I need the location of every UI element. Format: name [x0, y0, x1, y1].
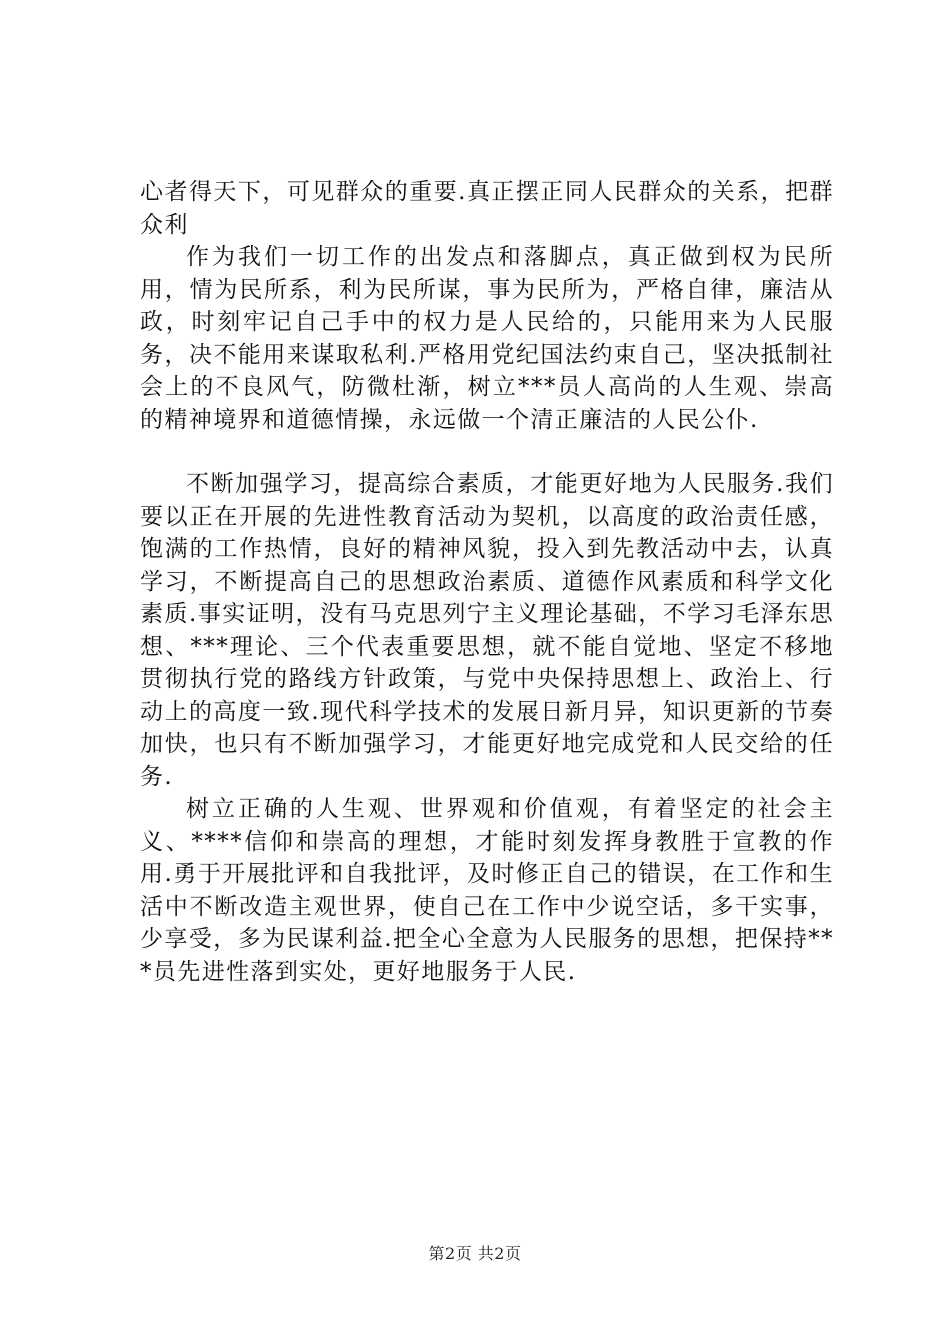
paragraph-worldview: 树立正确的人生观、世界观和价值观，有着坚定的社会主义、****信仰和崇高的理想，才能时刻发挥身教胜于宣教的作用.勇于开展批评和自我批评，及时修正自己的错误，在工作和生活中不断改造主观世界，使自己在工作中少说空话，多干实事，少享受，多为民谋利益.把全心全意为人民服务的思想，把保持***员先进性落到实处，更好地服务于人民. — [140, 796, 834, 985]
document-body — [140, 176, 834, 988]
paragraph-continued: 心者得天下，可见群众的重要.真正摆正同人民群众的关系，把群众利 — [140, 179, 834, 238]
page-number-footer: 第2页 共2页 — [428, 1244, 522, 1263]
paragraph-study: 不断加强学习，提高综合素质，才能更好地为人民服务.我们要以正在开展的先进性教育活动为契机，以高度的政治责任感，饱满的工作热情，良好的精神风貌，投入到先教活动中去，认真学习，不断提高自己的思想政治素质、道德作风素质和科学文化素质.事实证明，没有马克思列宁主义理论基础，不学习毛泽东思想、***理论、三个代表重要思想，就不能自觉地、坚定不移地贯彻执行党的路线方针政策，与党中央保持思想上、政治上、行动上的高度一致.现代科学技术的发展日新月异，知识更新的节奏加快，也只有不断加强学习，才能更好地完成党和人民交给的任务. — [140, 471, 834, 790]
paragraph-serve-people: 作为我们一切工作的出发点和落脚点，真正做到权为民所用，情为民所系，利为民所谋，事为民所为，严格自律，廉洁从政，时刻牢记自己手中的权力是人民给的，只能用来为人民服务，决不能用来谋取私利.严格用党纪国法约束自己，坚决抵制社会上的不良风气，防微杜渐，树立***员人高尚的人生观、崇高的精神境界和道德情操，永远做一个清正廉洁的人民公仆. — [140, 244, 834, 433]
